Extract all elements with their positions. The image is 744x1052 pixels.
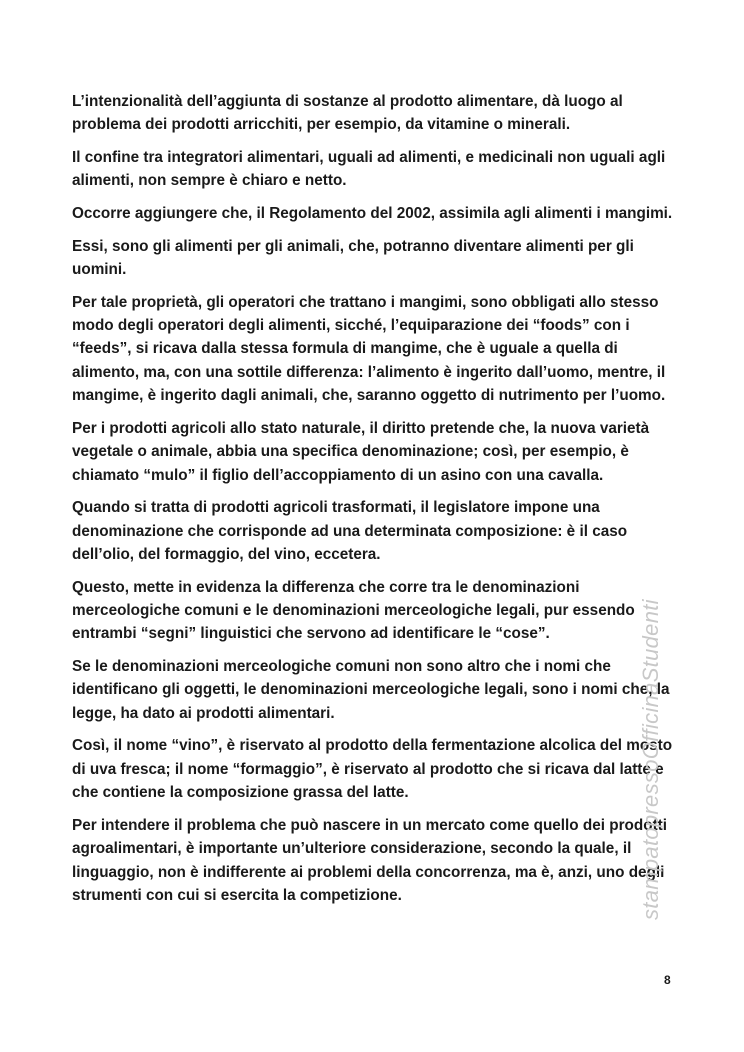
paragraph: Questo, mette in evidenza la differenza che corre tra le denominazioni merceologiche comuni e le denominazioni merceologiche legali, pur essendo entrambi “segni” linguistici che servono ad identificare le “cose”. <box>72 578 635 643</box>
paragraph: Per tale proprietà, gli operatori che trattano i mangimi, sono obbligati allo stesso modo degli operatori degli alimenti, sicché, l’equiparazione dei “foods” con i “feeds”, si ricava dalla stessa formula di mangime, che è uguale a quella di alimento, ma, con una sottile differenza: l’alimento è ingerito dall’uomo, mentre, il mangime, è ingerito dagli animali, che, saranno oggetto di nutrimento per l’uomo. <box>72 293 666 405</box>
paragraph: L’intenzionalità dell’aggiunta di sostanze al prodotto alimentare, dà luogo al problema dei prodotti arricchiti, per esempio, da vitamine o minerali. <box>72 93 623 134</box>
paragraph: Così, il nome “vino”, è riservato al prodotto della fermentazione alcolica del mosto di uva fresca; il nome “formaggio”, è riservato al prodotto che si ricava dal latte e che contiene la composizione grassa del latte. <box>72 737 673 802</box>
paragraph: Se le denominazioni merceologiche comuni non sono altro che i nomi che identificano gli oggetti, le denominazioni merceologiche legali, sono i nomi che, la legge, ha dato ai prodotti alimentari. <box>72 658 670 722</box>
paragraph: Per intendere il problema che può nascere in un mercato come quello dei prodotti agroalimentari, è importante un’ulteriore considerazione, secondo la quale, il linguaggio, non è indifferente ai problemi della concorrenza, ma è, anzi, uno degli strumenti con cui si esercita la competizione. <box>72 816 668 905</box>
paragraph: Quando si tratta di prodotti agricoli trasformati, il legislatore impone una denominazione che corrisponde ad una determinata composizione: è il caso dell’olio, del formaggio, del vino, eccetera. <box>72 499 628 564</box>
paragraph: Il confine tra integratori alimentari, uguali ad alimenti, e medicinali non uguali agli alimenti, non sempre è chiaro e netto. <box>72 149 666 190</box>
paragraph: Per i prodotti agricoli allo stato naturale, il diritto pretende che, la nuova varietà vegetale o animale, abbia una specifica denominazione; così, per esempio, è chiamato “mulo” il figlio dell’accoppiamento di un asino con una cavalla. <box>72 419 650 484</box>
document-body <box>72 90 676 917</box>
paragraph: Essi, sono gli alimenti per gli animali, che, potranno diventare alimenti per gli uomini. <box>72 237 634 278</box>
watermark: stampatopressoOfficinaStudenti <box>638 599 663 920</box>
paragraph: Occorre aggiungere che, il Regolamento del 2002, assimila agli alimenti i mangimi. <box>72 205 673 222</box>
page-number: 8 <box>664 973 671 987</box>
